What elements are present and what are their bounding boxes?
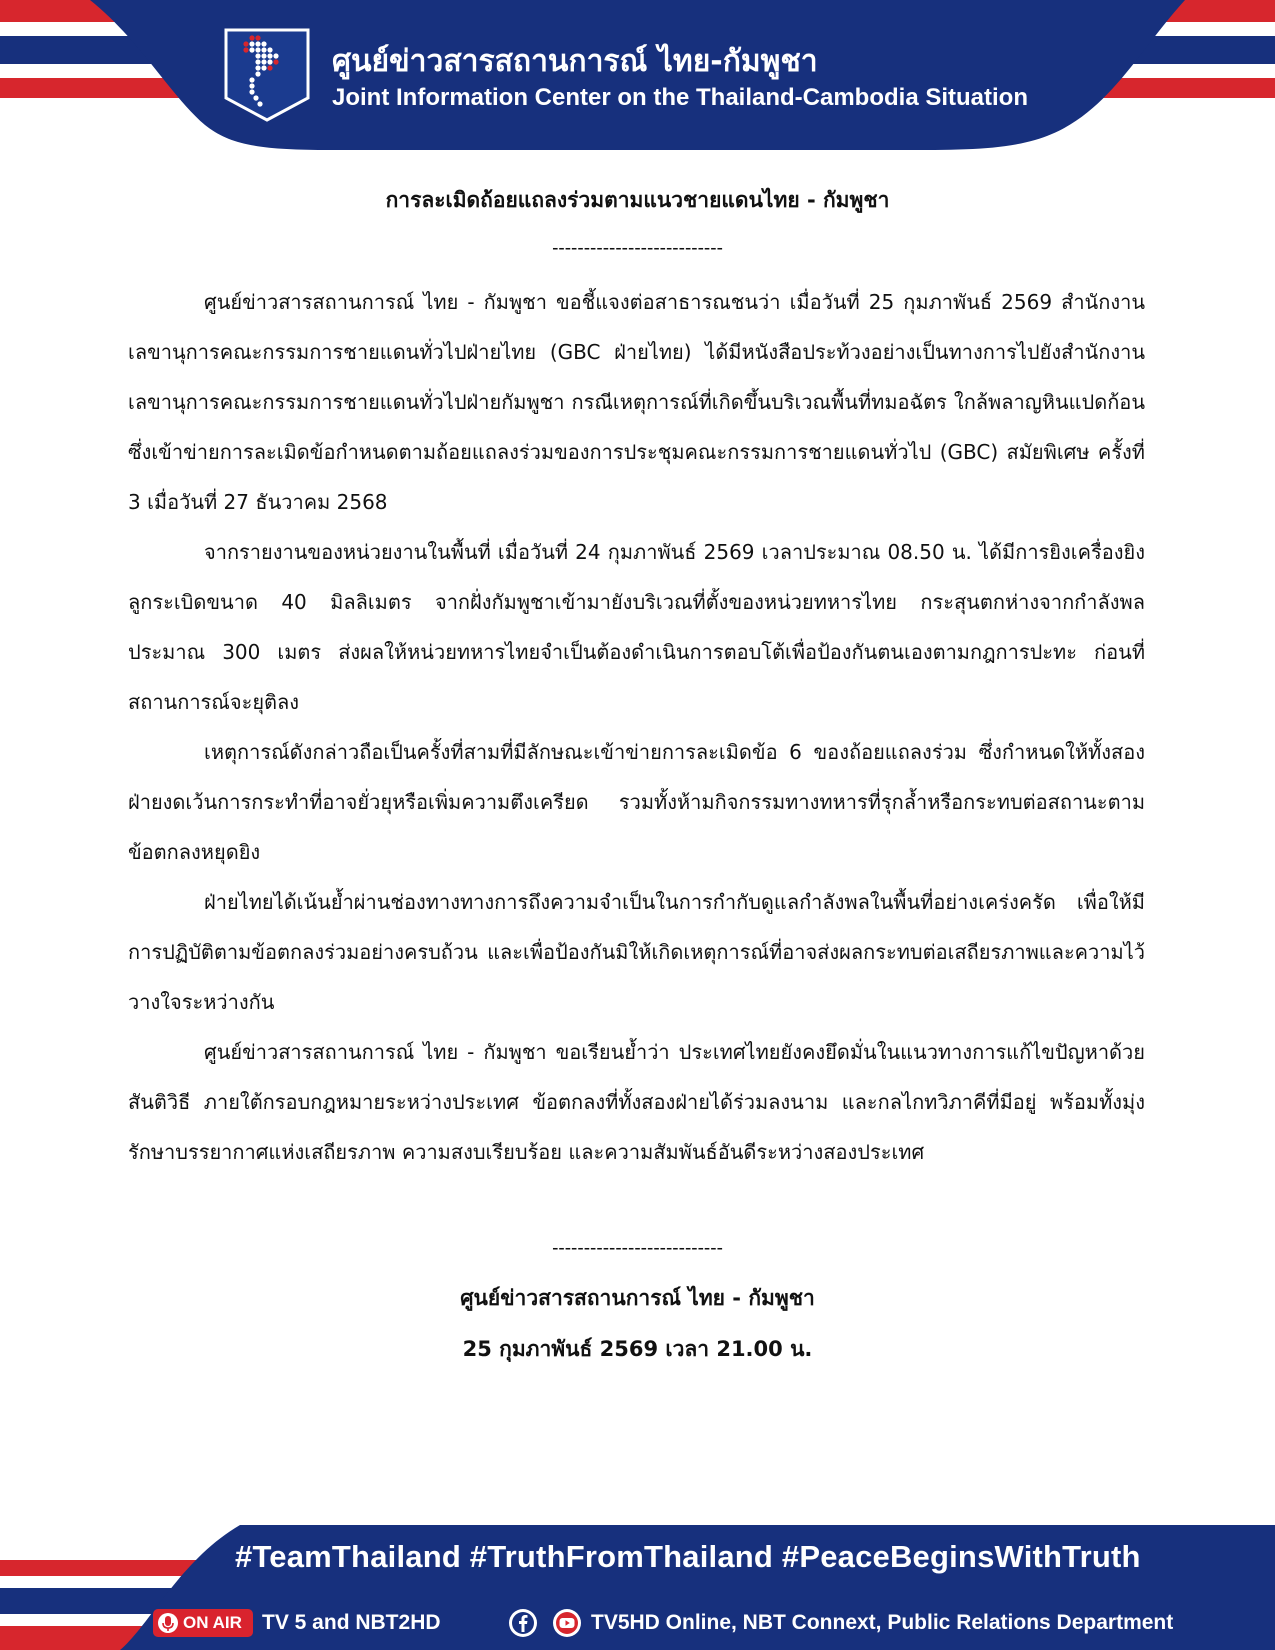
- document-title: การละเมิดถ้อยแถลงร่วมตามแนวชายแดนไทย - กัมพูชา: [385, 188, 890, 212]
- on-air-label: ON AIR: [183, 1613, 242, 1632]
- paragraph-1: ศูนย์ข่าวสารสถานการณ์ ไทย - กัมพูชา ขอชี้แจงต่อสาธารณชนว่า เมื่อวันที่ 25 กุมภาพันธ์ 2569 สำนักงานเลขานุการคณะกรรมการชายแดนทั่วไปฝ่ายไทย (GBC ฝ่ายไทย) ได้มีหนังสือประท้วงอย่างเป็นทางการไปยังสำนักงานเลขานุการคณะกรรมการชายแดนทั่วไปฝ่ายกัมพูชา กรณีเหตุการณ์ที่เกิดขึ้นบริเวณพื้นที่ทมอฉัตร ใกล้พลาญหินแปดก้อน ซึ่งเข้าข่ายการละเมิดข้อกำหนดตามถ้อยแถลงร่วมของการประชุมคณะกรรมการชายแดนทั่วไป (GBC) สมัยพิเศษ ครั้งที่ 3 เมื่อวันที่ 27 ธันวาคม 2568: [128, 290, 1145, 514]
- separator-top: ---------------------------: [552, 238, 723, 259]
- signature-organization: ศูนย์ข่าวสารสถานการณ์ ไทย - กัมพูชา: [460, 1286, 815, 1310]
- footer-hashtags: #TeamThailand #TruthFromThailand #PeaceBeginsWithTruth: [235, 1539, 1141, 1574]
- document-body: [128, 277, 1145, 1177]
- online-channels: TV5HD Online, NBT Connext, Public Relations Department: [591, 1611, 1174, 1634]
- facebook-icon: [508, 1608, 538, 1638]
- paragraph-2: จากรายงานของหน่วยงานในพื้นที่ เมื่อวันที่ 24 กุมภาพันธ์ 2569 เวลาประมาณ 08.50 น. ได้มีการยิงเครื่องยิงลูกระเบิดขนาด 40 มิลลิเมตร จากฝั่งกัมพูชาเข้ามายังบริเวณที่ตั้งของหน่วยทหารไทย กระสุนตกห่างจากกำลังพลประมาณ 300 เมตร ส่งผลให้หน่วยทหารไทยจำเป็นต้องดำเนินการตอบโต้เพื่อป้องกันตนเองตามกฎการปะทะ ก่อนที่สถานการณ์จะยุติลง: [128, 540, 1145, 714]
- youtube-icon: [552, 1608, 582, 1638]
- microphone-icon: [157, 1612, 179, 1634]
- paragraph-3: เหตุการณ์ดังกล่าวถือเป็นครั้งที่สามที่มีลักษณะเข้าข่ายการละเมิดข้อ 6 ของถ้อยแถลงร่วม ซึ่งกำหนดให้ทั้งสองฝ่ายงดเว้นการกระทำที่อาจยั่วยุหรือเพิ่มความตึงเครียด รวมทั้งห้ามกิจกรรมทางทหารที่รุกล้ำหรือกระทบต่อสถานะตามข้อตกลงหยุดยิง: [128, 740, 1145, 864]
- jic-logo-icon: [222, 24, 312, 124]
- page-footer: [0, 1525, 1275, 1650]
- paragraph-4: ฝ่ายไทยได้เน้นย้ำผ่านช่องทางทางการถึงความจำเป็นในการกำกับดูแลกำลังพลในพื้นที่อย่างเคร่งครัด เพื่อให้มีการปฏิบัติตามข้อตกลงร่วมอย่างครบถ้วน และเพื่อป้องกันมิให้เกิดเหตุการณ์ที่อาจส่งผลกระทบต่อเสถียรภาพและความไว้วางใจระหว่างกัน: [128, 890, 1145, 1014]
- tv-channels: TV 5 and NBT2HD: [262, 1611, 441, 1634]
- signature-date: 25 กุมภาพันธ์ 2569 เวลา 21.00 น.: [462, 1337, 813, 1361]
- header-title-thai: ศูนย์ข่าวสารสถานการณ์ ไทย-กัมพูชา: [332, 44, 818, 79]
- paragraph-5: ศูนย์ข่าวสารสถานการณ์ ไทย - กัมพูชา ขอเรียนย้ำว่า ประเทศไทยยังคงยึดมั่นในแนวทางการแก้ไขปัญหาด้วยสันติวิธี ภายใต้กรอบกฎหมายระหว่างประเทศ ข้อตกลงที่ทั้งสองฝ่ายได้ร่วมลงนาม และกลไกทวิภาคีที่มีอยู่ พร้อมทั้งมุ่งรักษาบรรยากาศแห่งเสถียรภาพ ความสงบเรียบร้อย และความสัมพันธ์อันดีระหว่างสองประเทศ: [128, 1040, 1145, 1164]
- header-title-english: Joint Information Center on the Thailand-Cambodia Situation: [332, 84, 1028, 111]
- page-header: [0, 0, 1275, 150]
- on-air-badge: [153, 1609, 253, 1637]
- separator-bottom: ---------------------------: [552, 1238, 723, 1259]
